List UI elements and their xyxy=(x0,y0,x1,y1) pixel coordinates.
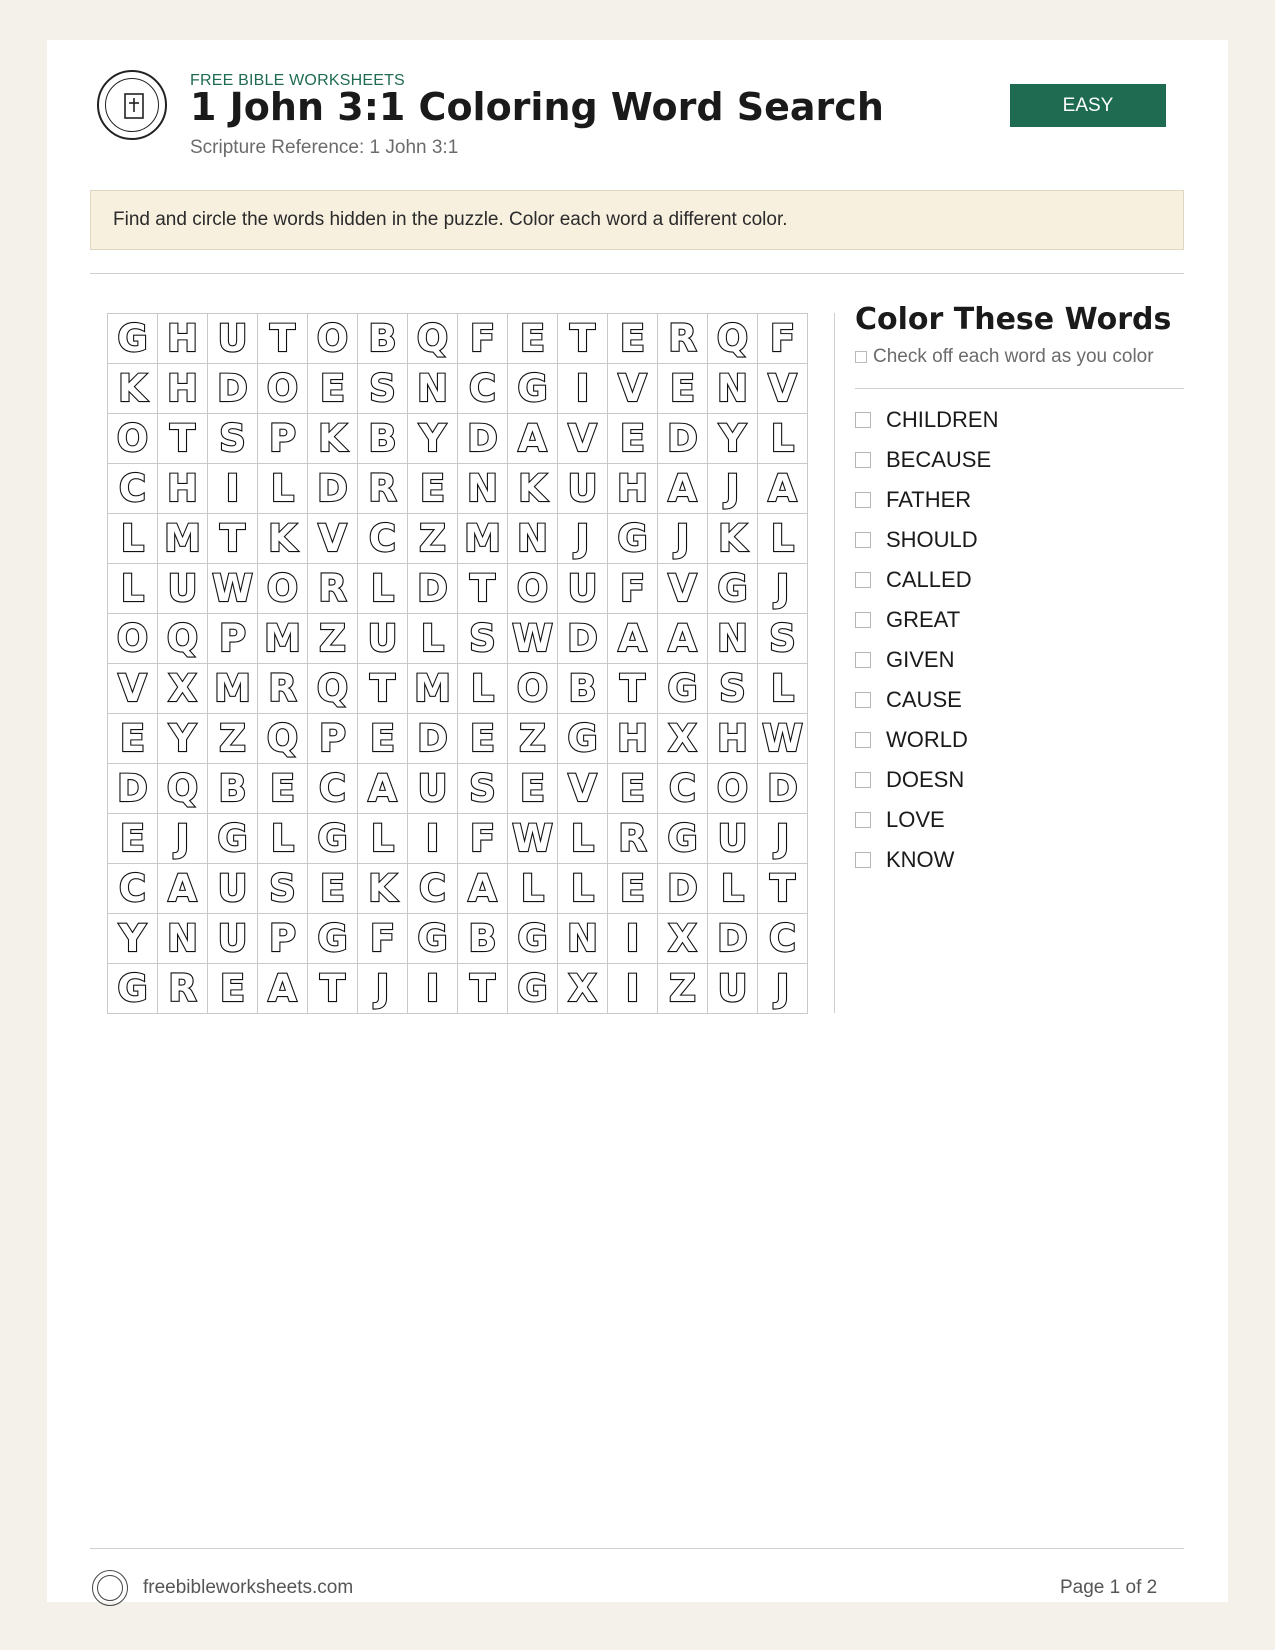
footer-divider xyxy=(90,1548,1184,1549)
grid-cell[interactable]: T xyxy=(758,864,808,914)
grid-cell[interactable]: G xyxy=(508,364,558,414)
word-label: LOVE xyxy=(886,807,945,832)
grid-cell[interactable]: G xyxy=(708,564,758,614)
grid-cell[interactable]: Z xyxy=(508,714,558,764)
grid-cell[interactable]: X xyxy=(658,914,708,964)
grid-cell[interactable]: B xyxy=(358,414,408,464)
checkbox[interactable] xyxy=(855,732,871,748)
grid-cell[interactable]: J xyxy=(708,464,758,514)
brand-eyebrow: FREE BIBLE WORKSHEETS xyxy=(190,72,405,89)
grid-cell[interactable]: U xyxy=(158,564,208,614)
grid-cell[interactable]: L xyxy=(508,864,558,914)
checkbox[interactable] xyxy=(855,652,871,668)
word-list-item[interactable] xyxy=(855,600,998,640)
grid-cell[interactable]: T xyxy=(158,414,208,464)
grid-cell[interactable]: D xyxy=(658,864,708,914)
grid-cell[interactable]: I xyxy=(408,814,458,864)
grid-cell[interactable]: L xyxy=(358,814,408,864)
grid-cell[interactable]: W xyxy=(758,714,808,764)
grid-cell[interactable]: A xyxy=(258,964,308,1014)
grid-cell[interactable]: G xyxy=(408,914,458,964)
instructions-box: Find and circle the words hidden in the puzzle. Color each word a different color. xyxy=(90,190,1184,250)
word-label: SHOULD xyxy=(886,527,978,552)
grid-cell[interactable]: K xyxy=(108,364,158,414)
word-label: WORLD xyxy=(886,727,968,752)
grid-cell[interactable]: N xyxy=(158,914,208,964)
grid-cell[interactable]: E xyxy=(358,714,408,764)
grid-cell[interactable]: Y xyxy=(158,714,208,764)
grid-cell[interactable]: H xyxy=(158,314,208,364)
grid-cell[interactable]: D xyxy=(558,614,608,664)
footer-site: freebibleworksheets.com xyxy=(143,1577,354,1598)
grid-cell[interactable]: R xyxy=(658,314,708,364)
divider xyxy=(855,388,1184,389)
word-label: FATHER xyxy=(886,487,972,512)
grid-cell[interactable]: U xyxy=(708,814,758,864)
grid-cell[interactable]: A xyxy=(658,614,708,664)
grid-cell[interactable]: X xyxy=(558,964,608,1014)
grid-cell[interactable]: U xyxy=(708,964,758,1014)
grid-cell[interactable]: N xyxy=(708,364,758,414)
grid-cell[interactable]: L xyxy=(258,814,308,864)
grid-cell[interactable]: T xyxy=(608,664,658,714)
grid-cell[interactable]: O xyxy=(258,564,308,614)
word-label: CAUSE xyxy=(886,687,962,712)
grid-cell[interactable]: L xyxy=(558,814,608,864)
grid-cell[interactable]: P xyxy=(308,714,358,764)
footer-logo-icon xyxy=(92,1570,128,1606)
grid-cell[interactable]: K xyxy=(708,514,758,564)
grid-cell[interactable]: C xyxy=(108,464,158,514)
grid-cell[interactable]: E xyxy=(108,714,158,764)
grid-cell[interactable]: B xyxy=(458,914,508,964)
grid-cell[interactable]: G xyxy=(508,914,558,964)
word-list-hint-text: Check off each word as you color xyxy=(873,346,1154,367)
grid-cell[interactable]: N xyxy=(458,464,508,514)
page-title: 1 John 3:1 Coloring Word Search xyxy=(190,85,884,129)
grid-cell[interactable]: Q xyxy=(708,314,758,364)
grid-cell[interactable]: M xyxy=(408,664,458,714)
grid-cell[interactable]: O xyxy=(508,664,558,714)
grid-cell[interactable]: A xyxy=(358,764,408,814)
grid-cell[interactable]: E xyxy=(308,864,358,914)
word-label: DOESN xyxy=(886,767,965,792)
grid-cell[interactable]: L xyxy=(108,564,158,614)
grid-cell[interactable]: L xyxy=(258,464,308,514)
grid-cell[interactable]: L xyxy=(458,664,508,714)
grid-cell[interactable]: T xyxy=(258,314,308,364)
grid-cell[interactable]: F xyxy=(458,814,508,864)
grid-cell[interactable]: E xyxy=(308,364,358,414)
grid-cell[interactable]: F xyxy=(358,914,408,964)
checkbox[interactable] xyxy=(855,572,871,588)
checkbox[interactable] xyxy=(855,452,871,468)
grid-cell[interactable]: T xyxy=(558,314,608,364)
grid-cell[interactable]: M xyxy=(158,514,208,564)
grid-cell[interactable]: R xyxy=(308,564,358,614)
word-list-item[interactable] xyxy=(855,640,998,680)
checkbox[interactable] xyxy=(855,612,871,628)
word-label: CHILDREN xyxy=(886,407,999,432)
grid-cell[interactable]: C xyxy=(408,864,458,914)
grid-cell[interactable]: E xyxy=(508,764,558,814)
grid-cell[interactable]: T xyxy=(308,964,358,1014)
grid-cell[interactable]: G xyxy=(608,514,658,564)
grid-cell[interactable]: A xyxy=(608,614,658,664)
grid-cell[interactable]: T xyxy=(458,564,508,614)
grid-cell[interactable]: D xyxy=(408,564,458,614)
grid-cell[interactable]: E xyxy=(608,864,658,914)
grid-cell[interactable]: J xyxy=(758,814,808,864)
grid-cell[interactable]: I xyxy=(408,964,458,1014)
grid-cell[interactable]: M xyxy=(458,514,508,564)
grid-cell[interactable]: O xyxy=(508,564,558,614)
grid-cell[interactable]: D xyxy=(708,914,758,964)
grid-cell[interactable]: D xyxy=(658,414,708,464)
word-list-item[interactable] xyxy=(855,680,998,720)
grid-cell[interactable]: L xyxy=(558,864,608,914)
grid-cell[interactable]: S xyxy=(458,614,508,664)
grid-cell[interactable]: V xyxy=(308,514,358,564)
grid-cell[interactable]: C xyxy=(758,914,808,964)
word-label: BECAUSE xyxy=(886,447,992,472)
grid-cell[interactable]: B xyxy=(358,314,408,364)
word-list-item[interactable] xyxy=(855,840,998,880)
grid-cell[interactable]: J xyxy=(658,514,708,564)
grid-cell[interactable]: U xyxy=(408,764,458,814)
checkbox[interactable] xyxy=(855,692,871,708)
grid-cell[interactable]: S xyxy=(458,764,508,814)
grid-cell[interactable]: D xyxy=(408,714,458,764)
grid-cell[interactable]: H xyxy=(708,714,758,764)
word-list-item[interactable] xyxy=(855,760,998,800)
grid-cell[interactable]: O xyxy=(258,364,308,414)
grid-cell[interactable]: P xyxy=(208,614,258,664)
grid-cell[interactable]: G xyxy=(308,814,358,864)
grid-cell[interactable]: J xyxy=(758,564,808,614)
grid-cell[interactable]: D xyxy=(458,414,508,464)
checkbox[interactable] xyxy=(855,412,871,428)
grid-cell[interactable]: V xyxy=(758,364,808,414)
grid-cell[interactable]: E xyxy=(458,714,508,764)
grid-cell[interactable]: D xyxy=(208,364,258,414)
grid-cell[interactable]: Y xyxy=(108,914,158,964)
grid-cell[interactable]: K xyxy=(508,464,558,514)
grid-cell[interactable]: Q xyxy=(158,614,208,664)
grid-cell[interactable]: W xyxy=(208,564,258,614)
grid-cell[interactable]: E xyxy=(608,314,658,364)
grid-cell[interactable]: R xyxy=(358,464,408,514)
grid-cell[interactable]: A xyxy=(508,414,558,464)
grid-cell[interactable]: H xyxy=(158,464,208,514)
grid-cell[interactable]: N xyxy=(708,614,758,664)
word-label: KNOW xyxy=(886,847,955,872)
grid-cell[interactable]: C xyxy=(458,364,508,414)
grid-cell[interactable]: V xyxy=(558,414,608,464)
grid-cell[interactable]: O xyxy=(308,314,358,364)
grid-cell[interactable]: V xyxy=(608,364,658,414)
grid-cell[interactable]: G xyxy=(108,314,158,364)
grid-cell[interactable]: R xyxy=(258,664,308,714)
grid-cell[interactable]: M xyxy=(208,664,258,714)
grid-cell[interactable]: P xyxy=(258,914,308,964)
grid-cell[interactable]: Q xyxy=(308,664,358,714)
grid-cell[interactable]: T xyxy=(458,964,508,1014)
grid-cell[interactable]: L xyxy=(758,514,808,564)
grid-cell[interactable]: J xyxy=(758,964,808,1014)
word-list-item[interactable] xyxy=(855,480,998,520)
word-list-title: Color These Words xyxy=(855,302,1172,337)
grid-cell[interactable]: Q xyxy=(408,314,458,364)
grid-cell[interactable]: U xyxy=(208,914,258,964)
grid-cell[interactable]: O xyxy=(108,614,158,664)
grid-cell[interactable]: L xyxy=(758,414,808,464)
grid-cell[interactable]: Y xyxy=(708,414,758,464)
grid-cell[interactable]: P xyxy=(258,414,308,464)
grid-cell[interactable]: G xyxy=(558,714,608,764)
grid-cell[interactable]: J xyxy=(158,814,208,864)
word-label: CALLED xyxy=(886,567,972,592)
grid-cell[interactable]: S xyxy=(708,664,758,714)
grid-cell[interactable]: U xyxy=(208,314,258,364)
grid-cell[interactable]: D xyxy=(758,764,808,814)
grid-cell[interactable]: N xyxy=(508,514,558,564)
grid-cell[interactable]: N xyxy=(558,914,608,964)
grid-cell[interactable]: D xyxy=(108,764,158,814)
grid-cell[interactable]: Z xyxy=(308,614,358,664)
grid-cell[interactable]: K xyxy=(258,514,308,564)
grid-cell[interactable]: T xyxy=(208,514,258,564)
grid-cell[interactable]: G xyxy=(508,964,558,1014)
grid-cell[interactable]: B xyxy=(558,664,608,714)
grid-cell[interactable]: K xyxy=(308,414,358,464)
grid-cell[interactable]: I xyxy=(608,914,658,964)
grid-cell[interactable]: B xyxy=(208,764,258,814)
grid-cell[interactable]: Q xyxy=(258,714,308,764)
grid-cell[interactable]: R xyxy=(158,964,208,1014)
word-label: GIVEN xyxy=(886,647,955,672)
grid-cell[interactable]: E xyxy=(608,764,658,814)
checkbox[interactable] xyxy=(855,492,871,508)
grid-cell[interactable]: F xyxy=(758,314,808,364)
grid-cell[interactable]: E xyxy=(608,414,658,464)
grid-cell[interactable]: G xyxy=(108,964,158,1014)
grid-cell[interactable]: L xyxy=(108,514,158,564)
divider xyxy=(90,273,1184,274)
column-divider xyxy=(834,313,835,1013)
grid-cell[interactable]: L xyxy=(358,564,408,614)
grid-cell[interactable]: V xyxy=(558,764,608,814)
word-list-hint xyxy=(855,346,1154,368)
grid-cell[interactable]: J xyxy=(358,964,408,1014)
grid-cell[interactable]: A xyxy=(458,864,508,914)
grid-cell[interactable]: C xyxy=(108,864,158,914)
grid-cell[interactable]: W xyxy=(508,614,558,664)
grid-cell[interactable]: V xyxy=(108,664,158,714)
grid-cell[interactable]: L xyxy=(408,614,458,664)
worksheet-page xyxy=(47,40,1228,1602)
grid-cell[interactable]: S xyxy=(258,864,308,914)
grid-cell[interactable]: X xyxy=(658,714,708,764)
checkbox[interactable] xyxy=(855,812,871,828)
grid-cell[interactable]: U xyxy=(358,614,408,664)
word-list-item[interactable] xyxy=(855,440,998,480)
grid-cell[interactable]: R xyxy=(608,814,658,864)
word-search-grid xyxy=(107,313,808,1014)
grid-cell[interactable]: Z xyxy=(658,964,708,1014)
word-list-item[interactable] xyxy=(855,800,998,840)
grid-cell[interactable]: X xyxy=(158,664,208,714)
grid-cell[interactable]: J xyxy=(558,514,608,564)
grid-cell[interactable]: D xyxy=(308,464,358,514)
grid-cell[interactable]: K xyxy=(358,864,408,914)
grid-cell[interactable]: L xyxy=(708,864,758,914)
word-list-item[interactable] xyxy=(855,520,998,560)
grid-cell[interactable]: S xyxy=(358,364,408,414)
page-number: Page 1 of 2 xyxy=(1060,1577,1158,1598)
grid-cell[interactable]: W xyxy=(508,814,558,864)
grid-cell[interactable]: E xyxy=(208,964,258,1014)
grid-cell[interactable]: M xyxy=(258,614,308,664)
grid-cell[interactable]: A xyxy=(158,864,208,914)
checkbox[interactable] xyxy=(855,852,871,868)
grid-cell[interactable]: E xyxy=(658,364,708,414)
word-list-item[interactable] xyxy=(855,400,998,440)
grid-cell[interactable]: Z xyxy=(208,714,258,764)
grid-cell[interactable]: O xyxy=(108,414,158,464)
checkbox-icon xyxy=(855,351,867,363)
difficulty-badge: EASY xyxy=(1010,84,1166,127)
grid-cell[interactable]: C xyxy=(308,764,358,814)
grid-cell[interactable]: I xyxy=(558,364,608,414)
word-list-item[interactable] xyxy=(855,560,998,600)
grid-cell[interactable]: C xyxy=(358,514,408,564)
grid-cell[interactable]: A xyxy=(758,464,808,514)
checkbox[interactable] xyxy=(855,532,871,548)
logo-badge-icon xyxy=(97,70,167,140)
grid-cell[interactable]: H xyxy=(608,714,658,764)
grid-cell[interactable]: S xyxy=(758,614,808,664)
grid-cell[interactable]: I xyxy=(608,964,658,1014)
grid-cell[interactable]: C xyxy=(658,764,708,814)
grid-cell[interactable]: G xyxy=(658,814,708,864)
grid-cell[interactable]: E xyxy=(258,764,308,814)
grid-cell[interactable]: O xyxy=(708,764,758,814)
word-label: GREAT xyxy=(886,607,961,632)
grid-cell[interactable]: U xyxy=(558,564,608,614)
grid-cell[interactable]: T xyxy=(358,664,408,714)
grid-cell[interactable]: A xyxy=(658,464,708,514)
grid-cell[interactable]: F xyxy=(608,564,658,614)
grid-cell[interactable]: E xyxy=(108,814,158,864)
grid-cell[interactable]: N xyxy=(408,364,458,414)
word-list xyxy=(855,400,998,880)
grid-cell[interactable]: F xyxy=(458,314,508,364)
grid-cell[interactable]: Q xyxy=(158,764,208,814)
grid-cell[interactable]: V xyxy=(658,564,708,614)
grid-cell[interactable]: E xyxy=(508,314,558,364)
grid-cell[interactable]: G xyxy=(658,664,708,714)
grid-cell[interactable]: E xyxy=(408,464,458,514)
scripture-reference: Scripture Reference: 1 John 3:1 xyxy=(190,137,459,158)
grid-cell[interactable]: I xyxy=(208,464,258,514)
grid-cell[interactable]: S xyxy=(208,414,258,464)
grid-cell[interactable]: G xyxy=(208,814,258,864)
grid-cell[interactable]: H xyxy=(158,364,208,414)
word-list-item[interactable] xyxy=(855,720,998,760)
grid-cell[interactable]: U xyxy=(558,464,608,514)
grid-cell[interactable]: G xyxy=(308,914,358,964)
grid-cell[interactable]: L xyxy=(758,664,808,714)
grid-cell[interactable]: Z xyxy=(408,514,458,564)
grid-cell[interactable]: U xyxy=(208,864,258,914)
grid-cell[interactable]: H xyxy=(608,464,658,514)
grid-cell[interactable]: Y xyxy=(408,414,458,464)
checkbox[interactable] xyxy=(855,772,871,788)
